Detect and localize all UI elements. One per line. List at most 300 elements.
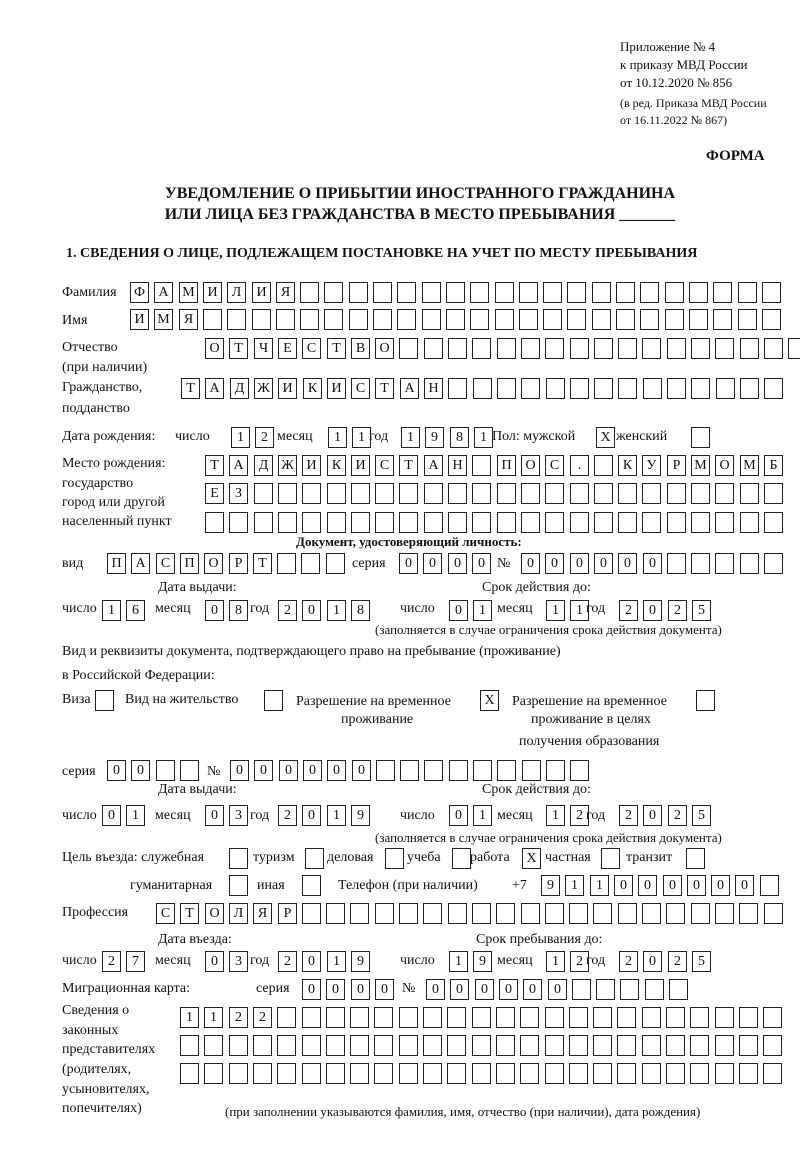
char-cell-surname[interactable]: Я	[276, 282, 295, 303]
char-cell-reps-2[interactable]	[666, 1035, 685, 1056]
char-cell-reps-1[interactable]: 1	[204, 1007, 223, 1028]
char-cell-id-number[interactable]	[740, 553, 759, 574]
char-cell-stay-until-month[interactable]: 2	[570, 951, 589, 972]
char-cell-patronymic[interactable]	[570, 338, 589, 359]
char-cell-phone[interactable]: 0	[711, 875, 730, 896]
char-cell-name[interactable]	[252, 309, 271, 330]
char-cell-reps-1[interactable]: 2	[253, 1007, 272, 1028]
checkbox-temp-res[interactable]: X	[480, 690, 499, 711]
char-cell-stay-valid-month[interactable]: 1	[546, 805, 565, 826]
char-cell-surname[interactable]	[762, 282, 781, 303]
char-cell-patronymic[interactable]	[691, 338, 710, 359]
char-cell-birthplace-3[interactable]	[570, 512, 589, 533]
char-cell-entry-month[interactable]: 3	[229, 951, 248, 972]
char-cell-mig-number[interactable]	[669, 979, 688, 1000]
char-cell-reps-1[interactable]	[472, 1007, 491, 1028]
char-cell-id-issue-year[interactable]: 8	[351, 600, 370, 621]
char-cell-citizenship[interactable]	[764, 378, 783, 399]
char-cell-citizenship[interactable]: Т	[375, 378, 394, 399]
char-cell-birthplace-2[interactable]	[448, 483, 467, 504]
char-cell-entry-year[interactable]: 2	[278, 951, 297, 972]
char-cell-entry-year[interactable]: 1	[327, 951, 346, 972]
char-cell-citizenship[interactable]	[643, 378, 662, 399]
char-cell-profession[interactable]	[472, 903, 491, 924]
char-cell-id-kind[interactable]	[301, 553, 320, 574]
char-cell-stay-until-day[interactable]: 9	[473, 951, 492, 972]
char-cell-birthplace-3[interactable]	[375, 512, 394, 533]
char-cell-birthplace-1[interactable]: П	[497, 455, 516, 476]
char-cell-stay-valid-year[interactable]: 5	[692, 805, 711, 826]
char-cell-birthplace-1[interactable]: О	[715, 455, 734, 476]
char-cell-surname[interactable]	[616, 282, 635, 303]
char-cell-id-valid-year[interactable]: 2	[619, 600, 638, 621]
char-cell-birthplace-2[interactable]	[327, 483, 346, 504]
char-cell-stay-valid-year[interactable]: 2	[668, 805, 687, 826]
char-cell-id-kind[interactable]: Т	[253, 553, 272, 574]
char-cell-id-number[interactable]: 0	[594, 553, 613, 574]
char-cell-reps-3[interactable]	[545, 1063, 564, 1084]
char-cell-stay-series[interactable]: 0	[131, 760, 150, 781]
char-cell-id-issue-day[interactable]: 1	[102, 600, 121, 621]
char-cell-birthplace-1[interactable]	[594, 455, 613, 476]
char-cell-reps-1[interactable]: 2	[229, 1007, 248, 1028]
char-cell-reps-2[interactable]	[739, 1035, 758, 1056]
char-cell-patronymic[interactable]	[424, 338, 443, 359]
char-cell-birthplace-2[interactable]	[302, 483, 321, 504]
char-cell-birthplace-1[interactable]: И	[351, 455, 370, 476]
char-cell-name[interactable]	[738, 309, 757, 330]
char-cell-reps-3[interactable]	[204, 1063, 223, 1084]
char-cell-surname[interactable]	[543, 282, 562, 303]
char-cell-citizenship[interactable]	[570, 378, 589, 399]
checkbox-sex-male[interactable]: X	[596, 427, 615, 448]
char-cell-birthplace-3[interactable]	[327, 512, 346, 533]
char-cell-reps-2[interactable]	[520, 1035, 539, 1056]
char-cell-birthplace-1[interactable]: И	[302, 455, 321, 476]
char-cell-name[interactable]	[227, 309, 246, 330]
char-cell-mig-series[interactable]: 0	[375, 979, 394, 1000]
checkbox-purpose-other[interactable]	[302, 875, 321, 896]
char-cell-birthplace-2[interactable]	[399, 483, 418, 504]
char-cell-birthplace-3[interactable]	[521, 512, 540, 533]
char-cell-id-issue-year[interactable]: 2	[278, 600, 297, 621]
char-cell-profession[interactable]	[642, 903, 661, 924]
char-cell-id-kind[interactable]	[277, 553, 296, 574]
char-cell-profession[interactable]	[521, 903, 540, 924]
char-cell-name[interactable]	[203, 309, 222, 330]
char-cell-profession[interactable]	[715, 903, 734, 924]
checkbox-purpose-study[interactable]	[452, 848, 471, 869]
char-cell-patronymic[interactable]	[545, 338, 564, 359]
char-cell-birthplace-1[interactable]: .	[570, 455, 589, 476]
char-cell-mig-number[interactable]: 0	[499, 979, 518, 1000]
char-cell-phone[interactable]: 0	[687, 875, 706, 896]
char-cell-mig-number[interactable]	[572, 979, 591, 1000]
char-cell-patronymic[interactable]	[618, 338, 637, 359]
char-cell-stay-until-day[interactable]: 1	[449, 951, 468, 972]
char-cell-reps-3[interactable]	[399, 1063, 418, 1084]
char-cell-birth-month[interactable]: 1	[328, 427, 347, 448]
char-cell-surname[interactable]	[300, 282, 319, 303]
char-cell-stay-number[interactable]	[376, 760, 395, 781]
char-cell-birthplace-2[interactable]	[764, 483, 783, 504]
char-cell-reps-2[interactable]	[690, 1035, 709, 1056]
char-cell-birthplace-1[interactable]: У	[642, 455, 661, 476]
checkbox-purpose-business[interactable]	[385, 848, 404, 869]
char-cell-phone[interactable]: 0	[638, 875, 657, 896]
char-cell-reps-1[interactable]	[642, 1007, 661, 1028]
char-cell-stay-number[interactable]	[522, 760, 541, 781]
char-cell-id-kind[interactable]: П	[180, 553, 199, 574]
char-cell-stay-series[interactable]	[156, 760, 175, 781]
char-cell-surname[interactable]	[665, 282, 684, 303]
char-cell-stay-valid-day[interactable]: 1	[473, 805, 492, 826]
char-cell-birthplace-1[interactable]: М	[740, 455, 759, 476]
char-cell-id-kind[interactable]: О	[204, 553, 223, 574]
char-cell-surname[interactable]	[519, 282, 538, 303]
char-cell-citizenship[interactable]: А	[400, 378, 419, 399]
char-cell-surname[interactable]	[640, 282, 659, 303]
char-cell-name[interactable]	[616, 309, 635, 330]
char-cell-patronymic[interactable]	[497, 338, 516, 359]
char-cell-reps-3[interactable]	[277, 1063, 296, 1084]
char-cell-mig-number[interactable]: 0	[475, 979, 494, 1000]
char-cell-stay-issue-year[interactable]: 2	[278, 805, 297, 826]
char-cell-mig-number[interactable]: 0	[523, 979, 542, 1000]
char-cell-profession[interactable]: О	[205, 903, 224, 924]
char-cell-citizenship[interactable]: Т	[181, 378, 200, 399]
char-cell-birthplace-2[interactable]	[691, 483, 710, 504]
char-cell-reps-2[interactable]	[763, 1035, 782, 1056]
char-cell-birthplace-1[interactable]: Т	[205, 455, 224, 476]
char-cell-surname[interactable]	[713, 282, 732, 303]
char-cell-patronymic[interactable]	[448, 338, 467, 359]
char-cell-reps-2[interactable]	[496, 1035, 515, 1056]
char-cell-reps-3[interactable]	[326, 1063, 345, 1084]
char-cell-profession[interactable]: Я	[253, 903, 272, 924]
char-cell-birthplace-2[interactable]	[424, 483, 443, 504]
char-cell-mig-number[interactable]	[645, 979, 664, 1000]
char-cell-birthplace-1[interactable]: С	[375, 455, 394, 476]
char-cell-birthplace-2[interactable]	[570, 483, 589, 504]
char-cell-id-number[interactable]	[667, 553, 686, 574]
char-cell-birthplace-3[interactable]	[545, 512, 564, 533]
char-cell-citizenship[interactable]	[497, 378, 516, 399]
char-cell-profession[interactable]	[739, 903, 758, 924]
char-cell-name[interactable]: М	[154, 309, 173, 330]
char-cell-name[interactable]	[446, 309, 465, 330]
char-cell-id-number[interactable]: 0	[643, 553, 662, 574]
char-cell-reps-1[interactable]	[763, 1007, 782, 1028]
char-cell-reps-1[interactable]	[302, 1007, 321, 1028]
char-cell-mig-number[interactable]	[596, 979, 615, 1000]
char-cell-patronymic[interactable]	[472, 338, 491, 359]
char-cell-reps-3[interactable]	[569, 1063, 588, 1084]
char-cell-birthplace-3[interactable]	[424, 512, 443, 533]
char-cell-id-series[interactable]: 0	[472, 553, 491, 574]
char-cell-name[interactable]	[276, 309, 295, 330]
char-cell-mig-number[interactable]	[620, 979, 639, 1000]
char-cell-profession[interactable]	[545, 903, 564, 924]
char-cell-reps-3[interactable]	[423, 1063, 442, 1084]
char-cell-name[interactable]	[470, 309, 489, 330]
char-cell-patronymic[interactable]	[764, 338, 783, 359]
char-cell-reps-2[interactable]	[374, 1035, 393, 1056]
char-cell-surname[interactable]	[397, 282, 416, 303]
char-cell-reps-3[interactable]	[617, 1063, 636, 1084]
char-cell-reps-3[interactable]	[447, 1063, 466, 1084]
char-cell-reps-3[interactable]	[253, 1063, 272, 1084]
char-cell-reps-1[interactable]	[617, 1007, 636, 1028]
char-cell-id-series[interactable]: 0	[399, 553, 418, 574]
char-cell-reps-3[interactable]	[666, 1063, 685, 1084]
char-cell-phone[interactable]	[760, 875, 779, 896]
char-cell-profession[interactable]	[375, 903, 394, 924]
char-cell-phone[interactable]: 1	[590, 875, 609, 896]
char-cell-birthplace-2[interactable]: Е	[205, 483, 224, 504]
char-cell-birthplace-2[interactable]	[594, 483, 613, 504]
char-cell-stay-issue-day[interactable]: 0	[102, 805, 121, 826]
char-cell-profession[interactable]	[448, 903, 467, 924]
char-cell-reps-1[interactable]	[545, 1007, 564, 1028]
char-cell-birthplace-2[interactable]	[278, 483, 297, 504]
char-cell-reps-1[interactable]	[399, 1007, 418, 1028]
char-cell-surname[interactable]	[738, 282, 757, 303]
char-cell-surname[interactable]: М	[179, 282, 198, 303]
char-cell-id-kind[interactable]: А	[131, 553, 150, 574]
char-cell-patronymic[interactable]	[788, 338, 800, 359]
char-cell-reps-2[interactable]	[423, 1035, 442, 1056]
char-cell-name[interactable]	[397, 309, 416, 330]
char-cell-id-number[interactable]: 0	[618, 553, 637, 574]
char-cell-patronymic[interactable]: С	[302, 338, 321, 359]
char-cell-surname[interactable]	[689, 282, 708, 303]
char-cell-stay-number[interactable]	[497, 760, 516, 781]
char-cell-reps-1[interactable]	[520, 1007, 539, 1028]
char-cell-birthplace-3[interactable]	[497, 512, 516, 533]
char-cell-reps-2[interactable]	[253, 1035, 272, 1056]
char-cell-patronymic[interactable]	[594, 338, 613, 359]
char-cell-stay-until-year[interactable]: 5	[692, 951, 711, 972]
char-cell-profession[interactable]	[618, 903, 637, 924]
char-cell-citizenship[interactable]	[546, 378, 565, 399]
char-cell-id-kind[interactable]: С	[156, 553, 175, 574]
char-cell-birthplace-1[interactable]: О	[521, 455, 540, 476]
char-cell-birthplace-3[interactable]	[302, 512, 321, 533]
char-cell-reps-1[interactable]	[496, 1007, 515, 1028]
char-cell-stay-until-month[interactable]: 1	[546, 951, 565, 972]
char-cell-reps-2[interactable]	[180, 1035, 199, 1056]
char-cell-citizenship[interactable]	[521, 378, 540, 399]
char-cell-stay-issue-year[interactable]: 9	[351, 805, 370, 826]
char-cell-birthplace-1[interactable]: С	[545, 455, 564, 476]
char-cell-reps-1[interactable]	[423, 1007, 442, 1028]
char-cell-surname[interactable]: И	[203, 282, 222, 303]
char-cell-reps-1[interactable]	[593, 1007, 612, 1028]
char-cell-name[interactable]	[519, 309, 538, 330]
char-cell-stay-valid-day[interactable]: 0	[449, 805, 468, 826]
char-cell-name[interactable]: Я	[179, 309, 198, 330]
char-cell-reps-2[interactable]	[617, 1035, 636, 1056]
char-cell-stay-number[interactable]: 0	[303, 760, 322, 781]
char-cell-id-issue-month[interactable]: 0	[205, 600, 224, 621]
char-cell-birthplace-3[interactable]	[691, 512, 710, 533]
char-cell-birthplace-3[interactable]	[399, 512, 418, 533]
char-cell-birthplace-1[interactable]: А	[424, 455, 443, 476]
char-cell-birth-day[interactable]: 2	[255, 427, 274, 448]
char-cell-mig-series[interactable]: 0	[326, 979, 345, 1000]
char-cell-reps-1[interactable]	[739, 1007, 758, 1028]
char-cell-birthplace-1[interactable]: К	[327, 455, 346, 476]
char-cell-id-issue-month[interactable]: 8	[229, 600, 248, 621]
char-cell-id-number[interactable]: 0	[570, 553, 589, 574]
char-cell-surname[interactable]	[446, 282, 465, 303]
char-cell-reps-2[interactable]	[545, 1035, 564, 1056]
char-cell-mig-series[interactable]: 0	[351, 979, 370, 1000]
char-cell-birthplace-2[interactable]	[642, 483, 661, 504]
checkbox-purpose-transit[interactable]	[686, 848, 705, 869]
char-cell-citizenship[interactable]	[618, 378, 637, 399]
char-cell-patronymic[interactable]: В	[351, 338, 370, 359]
char-cell-mig-number[interactable]: 0	[426, 979, 445, 1000]
char-cell-stay-until-year[interactable]: 2	[619, 951, 638, 972]
char-cell-stay-series[interactable]: 0	[107, 760, 126, 781]
char-cell-surname[interactable]	[324, 282, 343, 303]
char-cell-id-issue-day[interactable]: 6	[126, 600, 145, 621]
char-cell-profession[interactable]	[350, 903, 369, 924]
char-cell-birth-year[interactable]: 1	[474, 427, 493, 448]
char-cell-reps-3[interactable]	[302, 1063, 321, 1084]
char-cell-stay-valid-month[interactable]: 2	[570, 805, 589, 826]
char-cell-surname[interactable]: Л	[227, 282, 246, 303]
char-cell-surname[interactable]: Ф	[130, 282, 149, 303]
char-cell-profession[interactable]	[496, 903, 515, 924]
char-cell-id-valid-day[interactable]: 1	[473, 600, 492, 621]
char-cell-patronymic[interactable]	[667, 338, 686, 359]
char-cell-name[interactable]	[349, 309, 368, 330]
char-cell-reps-2[interactable]	[715, 1035, 734, 1056]
char-cell-stay-issue-year[interactable]: 0	[302, 805, 321, 826]
char-cell-birthplace-3[interactable]	[229, 512, 248, 533]
char-cell-profession[interactable]	[764, 903, 783, 924]
char-cell-birthplace-2[interactable]: З	[229, 483, 248, 504]
char-cell-profession[interactable]: Р	[278, 903, 297, 924]
char-cell-birthplace-1[interactable]: А	[229, 455, 248, 476]
char-cell-phone[interactable]: 1	[565, 875, 584, 896]
char-cell-reps-1[interactable]	[569, 1007, 588, 1028]
char-cell-patronymic[interactable]	[740, 338, 759, 359]
char-cell-citizenship[interactable]: Ж	[254, 378, 273, 399]
char-cell-name[interactable]	[300, 309, 319, 330]
char-cell-entry-year[interactable]: 0	[302, 951, 321, 972]
char-cell-profession[interactable]: С	[156, 903, 175, 924]
char-cell-citizenship[interactable]	[667, 378, 686, 399]
char-cell-birthplace-2[interactable]	[254, 483, 273, 504]
char-cell-birthplace-2[interactable]	[497, 483, 516, 504]
char-cell-reps-2[interactable]	[399, 1035, 418, 1056]
char-cell-reps-2[interactable]	[472, 1035, 491, 1056]
char-cell-reps-3[interactable]	[763, 1063, 782, 1084]
char-cell-patronymic[interactable]: Е	[278, 338, 297, 359]
char-cell-surname[interactable]: А	[154, 282, 173, 303]
char-cell-profession[interactable]	[423, 903, 442, 924]
char-cell-birth-year[interactable]: 1	[401, 427, 420, 448]
char-cell-birthplace-3[interactable]	[715, 512, 734, 533]
char-cell-citizenship[interactable]: Д	[230, 378, 249, 399]
char-cell-profession[interactable]: Л	[229, 903, 248, 924]
char-cell-birthplace-3[interactable]	[472, 512, 491, 533]
char-cell-stay-number[interactable]	[400, 760, 419, 781]
char-cell-birthplace-1[interactable]: Ж	[278, 455, 297, 476]
char-cell-id-valid-year[interactable]: 0	[643, 600, 662, 621]
char-cell-stay-series[interactable]	[180, 760, 199, 781]
char-cell-profession[interactable]	[691, 903, 710, 924]
char-cell-id-valid-year[interactable]: 2	[668, 600, 687, 621]
checkbox-residence[interactable]	[264, 690, 283, 711]
char-cell-patronymic[interactable]: Т	[229, 338, 248, 359]
char-cell-reps-2[interactable]	[302, 1035, 321, 1056]
char-cell-name[interactable]	[495, 309, 514, 330]
char-cell-birth-month[interactable]: 1	[352, 427, 371, 448]
char-cell-name[interactable]	[665, 309, 684, 330]
char-cell-citizenship[interactable]	[691, 378, 710, 399]
char-cell-reps-3[interactable]	[642, 1063, 661, 1084]
char-cell-entry-day[interactable]: 7	[126, 951, 145, 972]
char-cell-birthplace-2[interactable]	[545, 483, 564, 504]
char-cell-patronymic[interactable]: О	[205, 338, 224, 359]
char-cell-birthplace-2[interactable]	[351, 483, 370, 504]
char-cell-birthplace-3[interactable]	[667, 512, 686, 533]
char-cell-birth-year[interactable]: 8	[450, 427, 469, 448]
char-cell-name[interactable]	[373, 309, 392, 330]
char-cell-citizenship[interactable]	[473, 378, 492, 399]
char-cell-name[interactable]	[713, 309, 732, 330]
char-cell-reps-3[interactable]	[496, 1063, 515, 1084]
char-cell-reps-3[interactable]	[229, 1063, 248, 1084]
char-cell-id-series[interactable]: 0	[423, 553, 442, 574]
char-cell-id-number[interactable]	[691, 553, 710, 574]
char-cell-mig-number[interactable]: 0	[450, 979, 469, 1000]
char-cell-id-valid-month[interactable]: 1	[570, 600, 589, 621]
char-cell-reps-2[interactable]	[229, 1035, 248, 1056]
char-cell-name[interactable]: И	[130, 309, 149, 330]
checkbox-purpose-work[interactable]: X	[522, 848, 541, 869]
char-cell-reps-3[interactable]	[350, 1063, 369, 1084]
char-cell-birthplace-3[interactable]	[740, 512, 759, 533]
char-cell-stay-number[interactable]: 0	[254, 760, 273, 781]
char-cell-citizenship[interactable]: И	[278, 378, 297, 399]
char-cell-reps-3[interactable]	[180, 1063, 199, 1084]
char-cell-reps-1[interactable]	[277, 1007, 296, 1028]
char-cell-mig-number[interactable]: 0	[548, 979, 567, 1000]
char-cell-id-number[interactable]: 0	[521, 553, 540, 574]
char-cell-id-valid-day[interactable]: 0	[449, 600, 468, 621]
checkbox-purpose-tourism[interactable]	[305, 848, 324, 869]
char-cell-reps-1[interactable]	[374, 1007, 393, 1028]
char-cell-birthplace-1[interactable]: Р	[667, 455, 686, 476]
char-cell-reps-3[interactable]	[520, 1063, 539, 1084]
char-cell-birthplace-1[interactable]: М	[691, 455, 710, 476]
char-cell-citizenship[interactable]	[740, 378, 759, 399]
char-cell-birthplace-3[interactable]	[351, 512, 370, 533]
char-cell-id-number[interactable]	[764, 553, 783, 574]
char-cell-profession[interactable]	[302, 903, 321, 924]
char-cell-birthplace-2[interactable]	[667, 483, 686, 504]
char-cell-reps-1[interactable]: 1	[180, 1007, 199, 1028]
char-cell-stay-issue-month[interactable]: 0	[205, 805, 224, 826]
char-cell-patronymic[interactable]	[715, 338, 734, 359]
char-cell-reps-2[interactable]	[447, 1035, 466, 1056]
